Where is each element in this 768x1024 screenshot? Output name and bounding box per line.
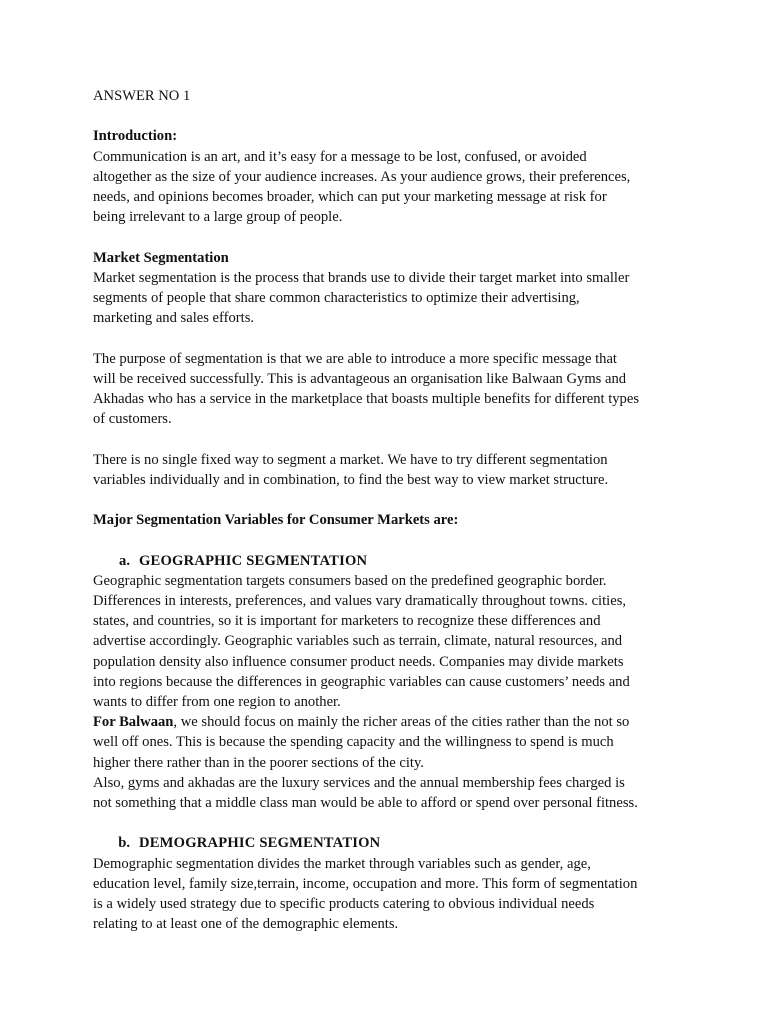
list-marker: b. bbox=[118, 835, 130, 852]
list-marker: a. bbox=[119, 552, 130, 569]
demographic-paragraph: Demographic segmentation divides the market through variables such as gender, age, education level, family size,terrain, income, occupation and more. This form of segmentation is a widely used strategy due to specific products catering to obvious individual needs relating to at least one of the demographic elements. bbox=[93, 855, 638, 933]
demographic-segmentation-heading bbox=[93, 833, 685, 853]
no-fixed-way-paragraph: There is no single fixed way to segment a market. We have to try different segmentation variables individually and in combination, to find the best way to view market structure. bbox=[93, 451, 609, 488]
list-heading-text: DEMOGRAPHIC SEGMENTATION bbox=[139, 835, 381, 852]
purpose-paragraph: The purpose of segmentation is that we are able to introduce a more specific message that will be received successfully. This is advantageous an organisation like Balwaan Gyms and Akhadas who has a service in the marketplace that boasts multiple benefits for different types of customers. bbox=[93, 350, 640, 428]
intro-heading: Introduction: bbox=[93, 128, 178, 145]
geographic-paragraph: Geographic segmentation targets consumers based on the predefined geographic border. Differences in interests, preferences, and values vary dramatically throughout towns. cities, states, and countries, so it is important for marketers to recognize these differences and advertise accordingly. Geographic variables such as terrain, climate, natural resources, and population density also influence consumer product needs. Companies may divide markets into regions because the differences in geographic variables can cause customers’ needs and wants to differ from one region to another. bbox=[93, 572, 630, 710]
major-variables-heading: Major Segmentation Variables for Consumer Markets are: bbox=[93, 512, 459, 529]
answer-title: ANSWER NO 1 bbox=[93, 88, 191, 104]
for-balwaan-label: For Balwaan bbox=[93, 714, 174, 731]
balwaan-paragraph: For Balwaan, we should focus on mainly the richer areas of the cities rather than the not so well off ones. This is because the spending capacity and the willingness to spend is much higher there rather than in the poorer sections of the city. Also, gyms and akhadas are the luxury services and the annual membership fees charged is not something that a middle class man would be able to afford or spend over personal fitness. bbox=[93, 714, 638, 812]
geographic-segmentation-heading bbox=[93, 551, 685, 571]
document-body bbox=[93, 86, 685, 934]
list-heading-text: GEOGRAPHIC SEGMENTATION bbox=[139, 552, 368, 569]
market-segmentation-heading: Market Segmentation bbox=[93, 249, 229, 266]
market-segmentation-paragraph: Market segmentation is the process that brands use to divide their target market into smaller segments of people that share common characteristics to optimize their advertising, marketing and sales efforts. bbox=[93, 269, 630, 327]
intro-paragraph: Communication is an art, and it’s easy for a message to be lost, confused, or avoided altogether as the size of your audience increases. As your audience grows, their preferences, needs, and opinions becomes broader, which can put your marketing message at risk for being irrelevant to a large group of people. bbox=[93, 148, 631, 226]
